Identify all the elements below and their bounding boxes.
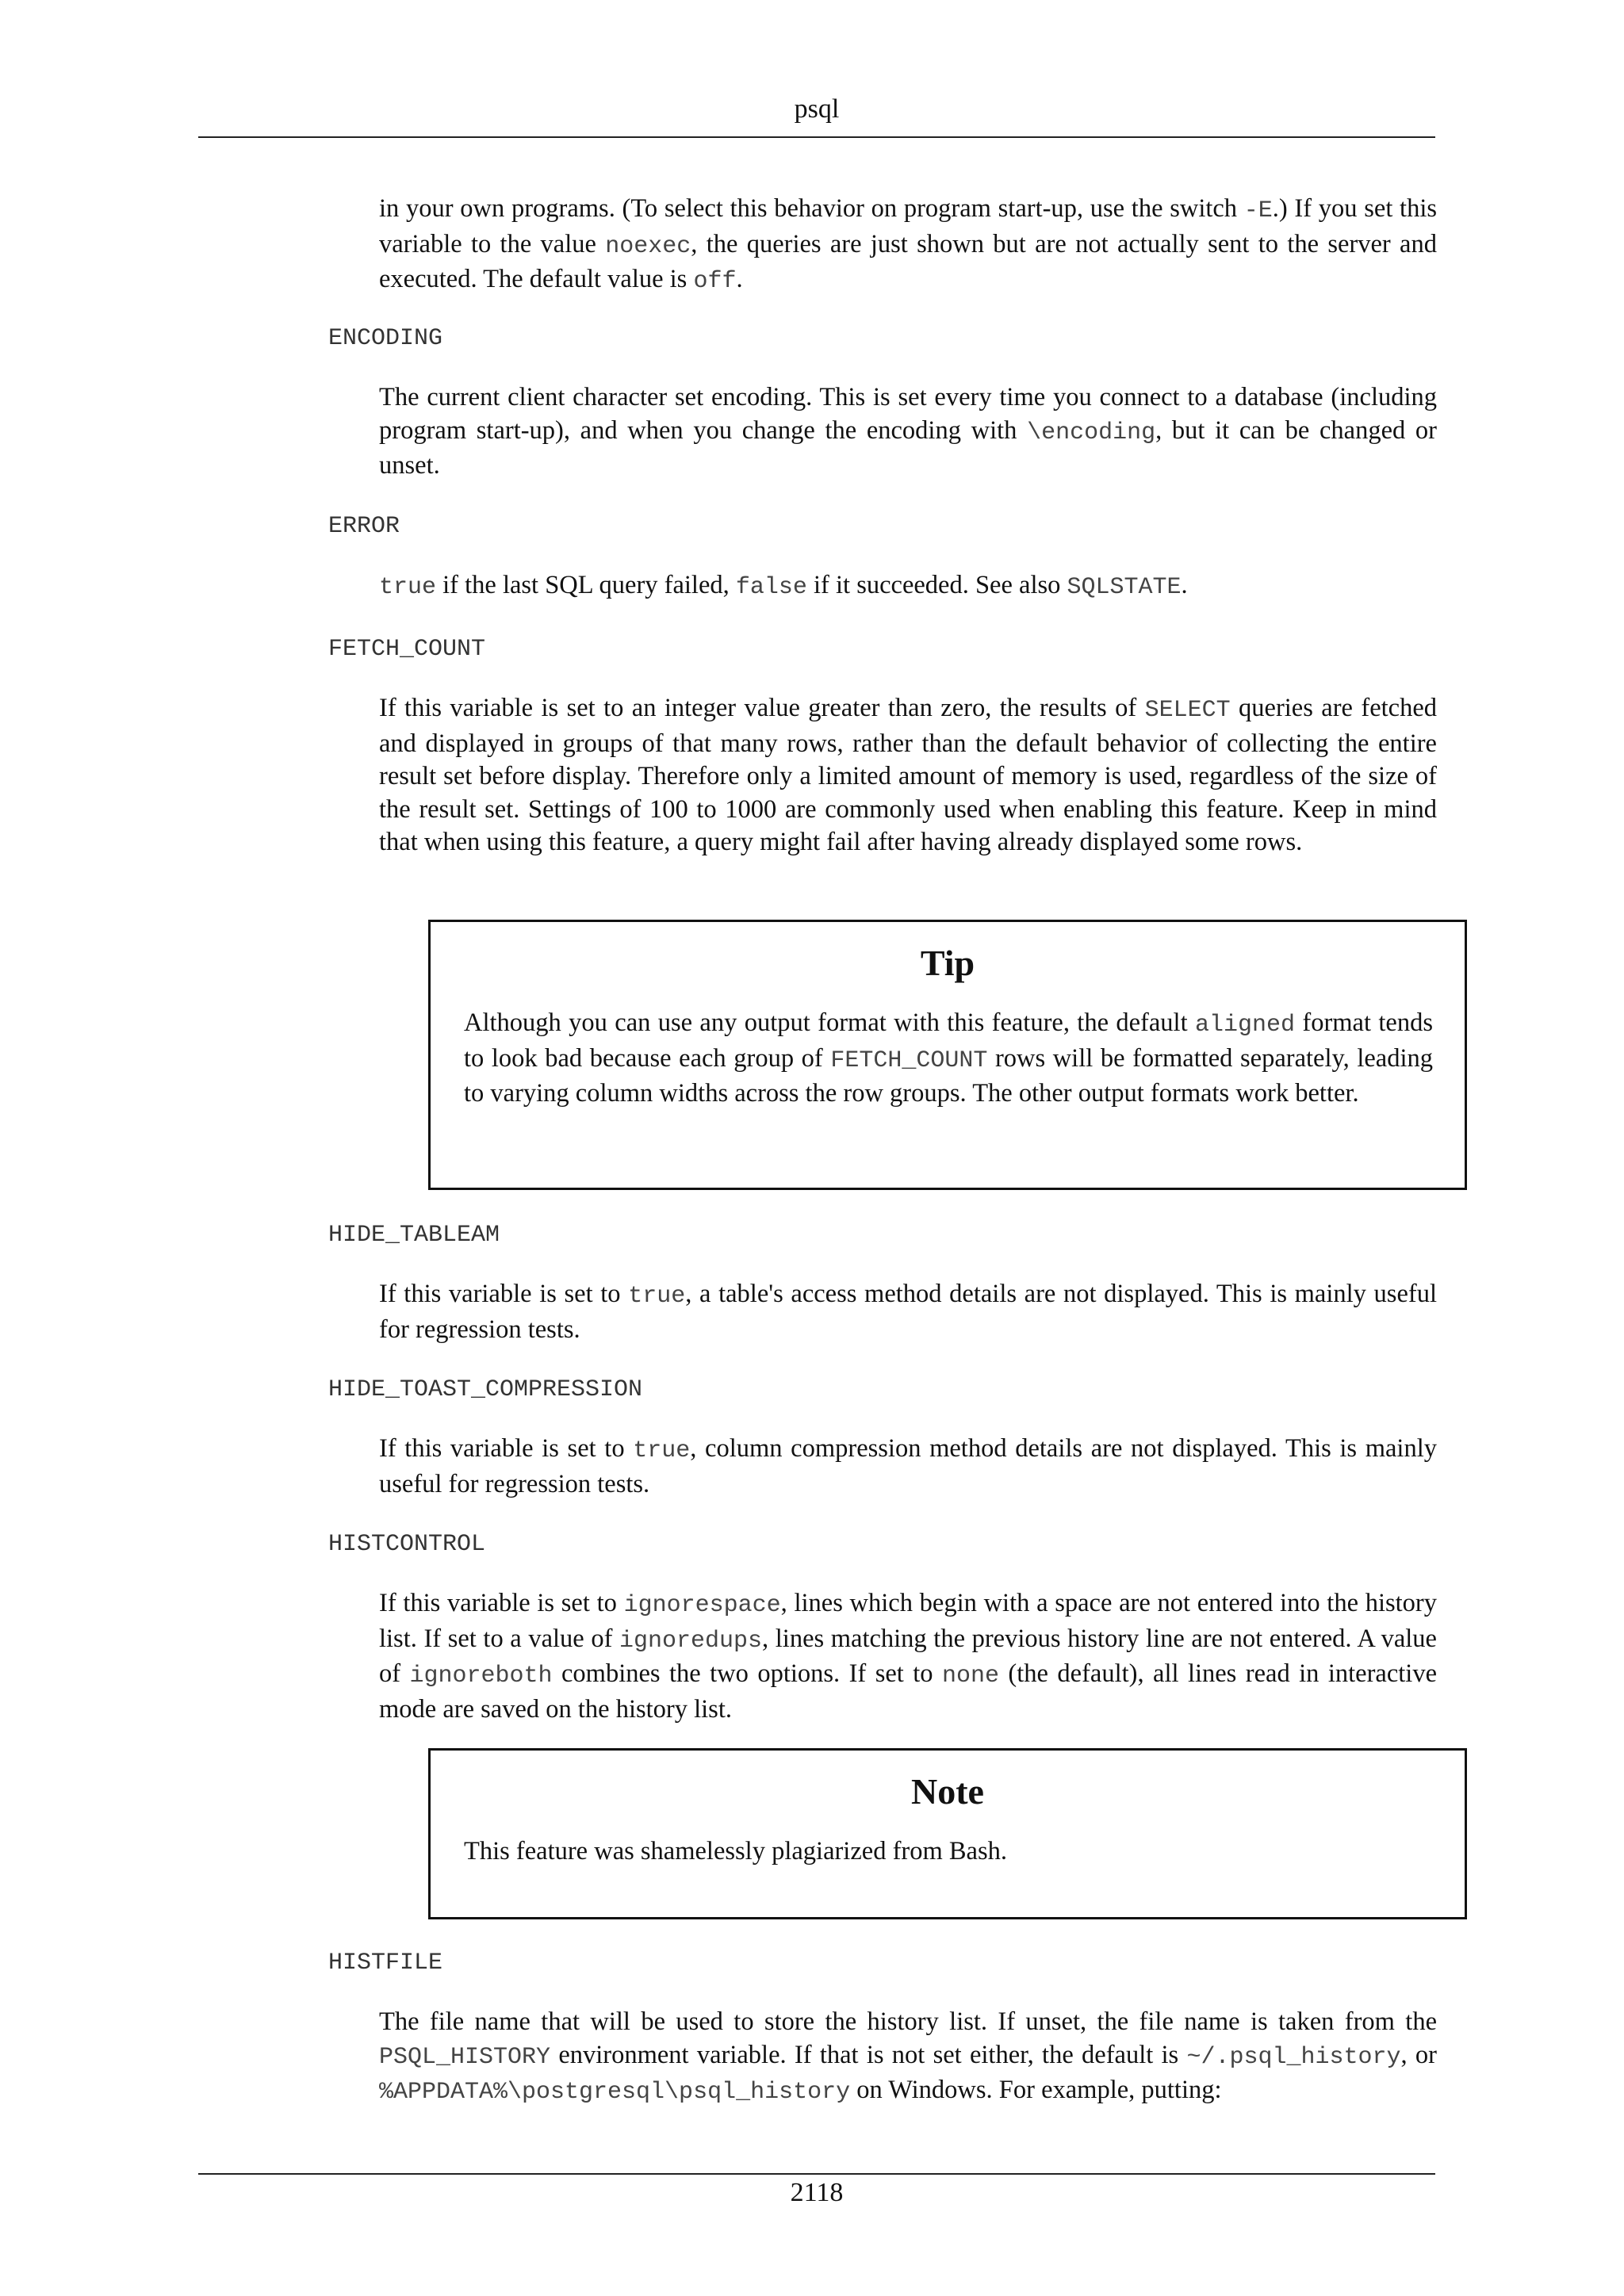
intro-paragraph bbox=[379, 193, 1437, 299]
text: rows will be formatted separately, leading to varying column widths across the row groups. The other output formats work better. bbox=[464, 1043, 1433, 1108]
term-fetch-count: FETCH_COUNT bbox=[328, 636, 486, 663]
select-code: SELECT bbox=[1144, 697, 1231, 724]
text: Although you can use any output format with this feature, the default bbox=[464, 1008, 1195, 1037]
text: queries are fetched and displayed in groups of that many rows, rather than the default behavior of collecting the entire result set before display. Therefore only a limited amount of memory is used, regardless of the size of the result set. Settings of 100 to 1000 are commonly used when enabling this feature. Keep in mind that when using this feature, a query might fail after having already displayed some rows. bbox=[379, 694, 1438, 856]
text: format tends to look bad because each group of bbox=[464, 1008, 1433, 1073]
text: if it succeeded. See also bbox=[806, 571, 1067, 599]
text: If this variable is set to bbox=[379, 1589, 624, 1617]
encoding-description bbox=[379, 381, 1437, 483]
windows-history-path-code: %APPDATA%\postgresql\psql_history bbox=[379, 2079, 851, 2106]
text: , a table's access method details are not displayed. This is mainly useful for regression tests. bbox=[379, 1280, 1437, 1344]
text: If this variable is set to an integer value greater than zero, the results of bbox=[379, 694, 1145, 722]
text: . bbox=[1181, 571, 1188, 599]
tip-title: Tip bbox=[920, 943, 975, 983]
off-code: off bbox=[693, 268, 737, 295]
ignoreboth-code: ignoreboth bbox=[409, 1663, 553, 1689]
text: . bbox=[736, 265, 743, 293]
histcontrol-description bbox=[379, 1587, 1437, 1726]
psql-history-code: PSQL_HISTORY bbox=[379, 2043, 551, 2071]
true-code: true bbox=[633, 1437, 691, 1464]
text: , but it can be changed or unset. bbox=[379, 415, 1437, 480]
text: If this variable is set to bbox=[379, 1434, 634, 1463]
true-code: true bbox=[628, 1283, 686, 1310]
running-header-title: psql bbox=[794, 94, 840, 124]
text: , lines matching the previous history line are not entered. A value of bbox=[379, 1624, 1437, 1688]
term-histfile: HISTFILE bbox=[328, 1950, 443, 1976]
text: , or bbox=[1400, 2040, 1438, 2069]
text: if the last SQL query failed, bbox=[436, 571, 736, 599]
text: If this variable is set to bbox=[379, 1280, 629, 1308]
text: combines the two options. If set to bbox=[552, 1659, 942, 1688]
ignoredups-code: ignoredups bbox=[619, 1627, 763, 1655]
hide-toast-compression-description bbox=[379, 1433, 1437, 1501]
noexec-code: noexec bbox=[605, 232, 691, 260]
true-code: true bbox=[379, 574, 437, 601]
text: in your own programs. (To select this behavior on program start-up, use the switch bbox=[379, 194, 1244, 223]
tip-box bbox=[428, 920, 1467, 1190]
term-hide-toast-compression: HIDE_TOAST_COMPRESSION bbox=[328, 1376, 643, 1403]
term-error: ERROR bbox=[328, 513, 400, 540]
footer-rule bbox=[198, 2173, 1435, 2175]
ignorespace-code: ignorespace bbox=[623, 1592, 781, 1619]
note-text: This feature was shamelessly plagiarized from Bash. bbox=[464, 1837, 1007, 1866]
note-box bbox=[428, 1748, 1467, 1919]
text: .) If you set this variable to the value bbox=[379, 194, 1438, 258]
text: on Windows. For example, putting: bbox=[850, 2076, 1222, 2104]
histfile-description bbox=[379, 2006, 1437, 2110]
error-description bbox=[379, 569, 1437, 605]
sqlstate-code: SQLSTATE bbox=[1067, 574, 1182, 601]
fetch-count-description bbox=[379, 692, 1437, 859]
fetch-count-code: FETCH_COUNT bbox=[830, 1047, 988, 1074]
term-histcontrol: HISTCONTROL bbox=[328, 1531, 486, 1558]
text: , column compression method details are not displayed. This is mainly useful for regression tests. bbox=[379, 1434, 1437, 1498]
tip-text bbox=[464, 1007, 1433, 1111]
false-code: false bbox=[735, 574, 807, 601]
text: The file name that will be used to store the history list. If unset, the file name is taken from the bbox=[379, 2007, 1437, 2036]
term-encoding: ENCODING bbox=[328, 325, 443, 352]
hide-tableam-description bbox=[379, 1278, 1437, 1346]
page-number: 2118 bbox=[790, 2178, 844, 2207]
aligned-code: aligned bbox=[1194, 1012, 1296, 1039]
term-hide-tableam: HIDE_TABLEAM bbox=[328, 1222, 500, 1249]
encoding-command-code: \encoding bbox=[1027, 419, 1156, 446]
header-rule bbox=[198, 136, 1435, 138]
text: , the queries are just shown but are not actually sent to the server and executed. The default value is bbox=[379, 229, 1437, 293]
text: (the default), all lines read in interactive mode are saved on the history list. bbox=[379, 1659, 1437, 1724]
note-title: Note bbox=[911, 1771, 984, 1812]
switch-code: -E bbox=[1243, 197, 1273, 224]
text: environment variable. If that is not set either, the default is bbox=[550, 2040, 1187, 2069]
text: , lines which begin with a space are not entered into the history list. If set to a value of bbox=[379, 1589, 1438, 1653]
none-code: none bbox=[941, 1663, 999, 1689]
default-history-path-code: ~/.psql_history bbox=[1186, 2043, 1401, 2071]
text: The current client character set encoding. This is set every time you connect to a database (including program start-up), and when you change the encoding with bbox=[379, 383, 1437, 445]
